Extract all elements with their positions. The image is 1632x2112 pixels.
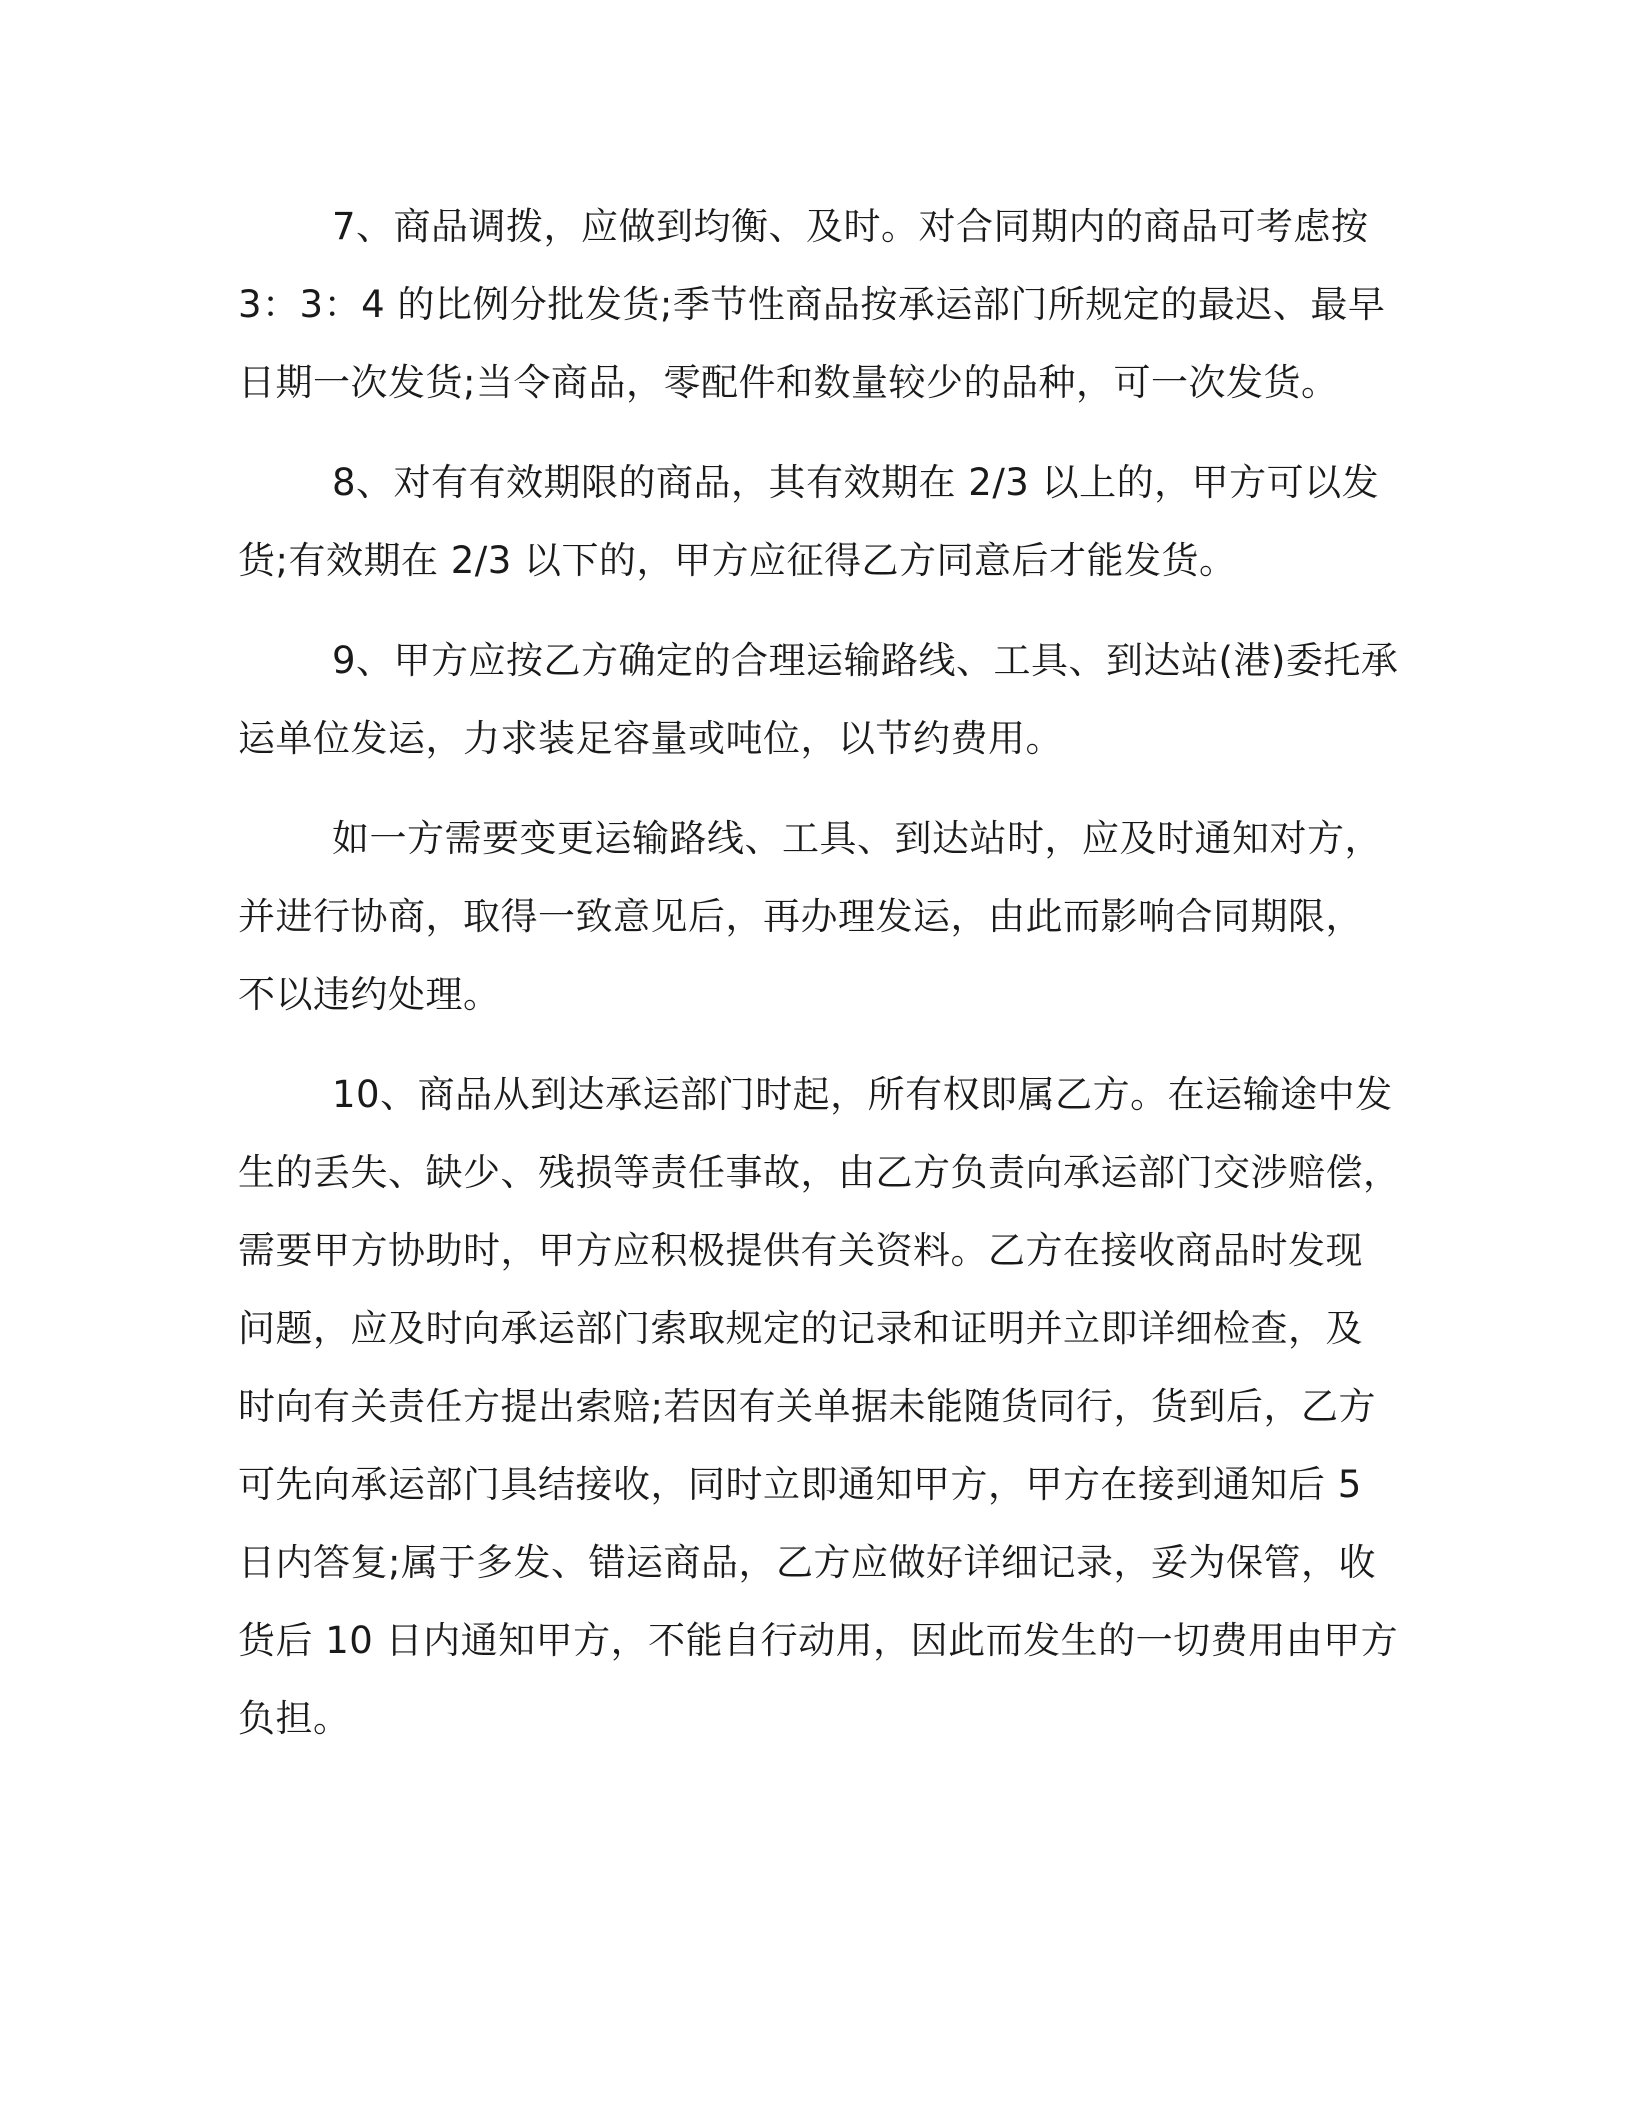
text-line: 日内答复;属于多发、错运商品，乙方应做好详细记录，妥为保管，收 — [238, 1541, 1376, 1584]
text-line: 并进行协商，取得一致意见后，再办理发运，由此而影响合同期限， — [238, 895, 1363, 938]
paragraph-clause-9 — [238, 622, 1398, 778]
text-line: 不以违约处理。 — [238, 973, 501, 1016]
text-line: 需要甲方协助时，甲方应积极提供有关资料。乙方在接收商品时发现 — [238, 1229, 1363, 1272]
text-line: 生的丢失、缺少、残损等责任事故，由乙方负责向承运部门交涉赔偿， — [238, 1151, 1401, 1194]
text-line: 9、甲方应按乙方确定的合理运输路线、工具、到达站(港)委托承 — [332, 639, 1399, 682]
paragraph-clause-7 — [238, 188, 1398, 422]
text-line: 货;有效期在 2/3 以下的，甲方应征得乙方同意后才能发货。 — [238, 539, 1237, 582]
text-line: 负担。 — [238, 1697, 351, 1740]
text-line: 时向有关责任方提出索赔;若因有关单据未能随货同行，货到后，乙方 — [238, 1385, 1376, 1428]
paragraph-clause-10 — [238, 1056, 1401, 1758]
text-line: 问题，应及时向承运部门索取规定的记录和证明并立即详细检查，及 — [238, 1307, 1363, 1350]
text-line: 运单位发运，力求装足容量或吨位，以节约费用。 — [238, 717, 1063, 760]
text-line: 日期一次发货;当令商品，零配件和数量较少的品种，可一次发货。 — [238, 361, 1339, 404]
document-body — [238, 188, 1401, 1758]
paragraph-clause-8 — [238, 444, 1398, 600]
text-line: 10、商品从到达承运部门时起，所有权即属乙方。在运输途中发 — [332, 1073, 1393, 1116]
text-line: 可先向承运部门具结接收，同时立即通知甲方，甲方在接到通知后 5 — [238, 1463, 1362, 1506]
paragraph-route-change — [238, 800, 1398, 1034]
text-line: 货后 10 日内通知甲方，不能自行动用，因此而发生的一切费用由甲方 — [238, 1619, 1399, 1662]
text-line: 7、商品调拨，应做到均衡、及时。对合同期内的商品可考虑按 — [332, 205, 1369, 248]
text-line: 如一方需要变更运输路线、工具、到达站时，应及时通知对方， — [332, 817, 1382, 860]
text-line: 8、对有有效期限的商品，其有效期在 2/3 以上的，甲方可以发 — [332, 461, 1380, 504]
text-line: 3：3：4 的比例分批发货;季节性商品按承运部门所规定的最迟、最早 — [238, 283, 1386, 326]
